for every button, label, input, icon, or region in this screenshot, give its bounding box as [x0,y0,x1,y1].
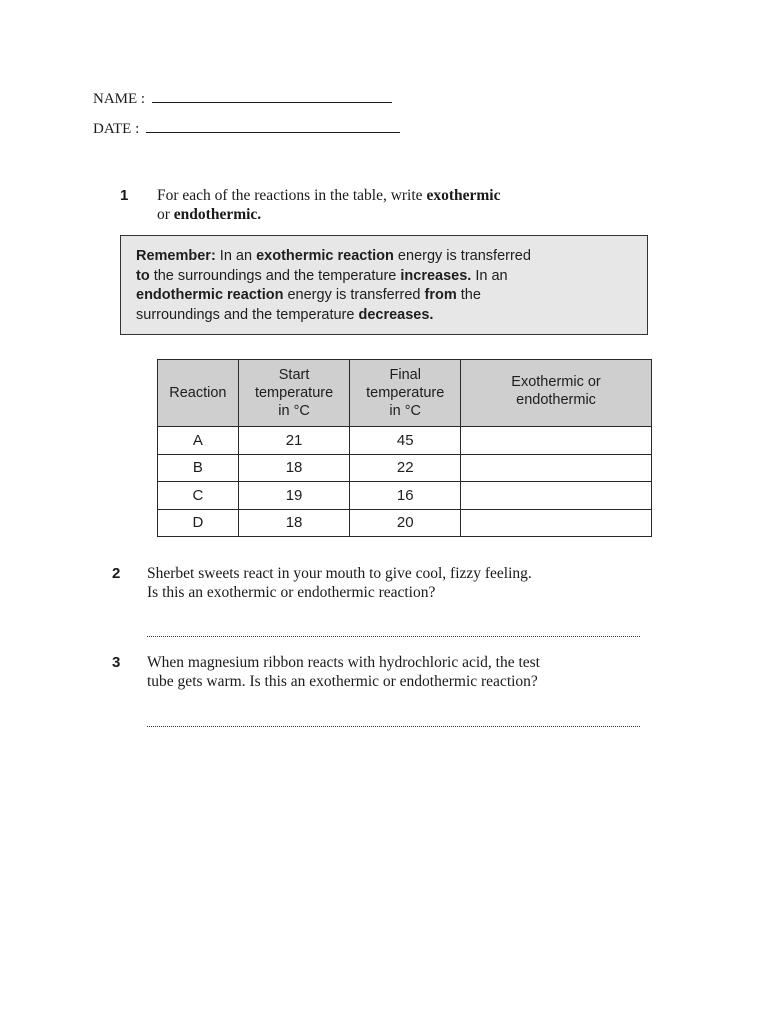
remember-l3-text2: the [456,287,481,303]
remember-l2-text1: the surroundings and the temperature [149,267,401,284]
remember-l2-bold1: to [136,267,150,284]
cell-answer[interactable] [461,454,652,482]
remember-line-3 [136,286,633,306]
header-final-line-2: temperature [366,385,445,401]
remember-label: Remember: [136,248,216,264]
date-blank-line[interactable] [146,118,400,133]
cell-start-temperature: 19 [238,482,350,510]
question-1-line-1 [157,186,500,205]
cell-answer[interactable] [461,482,652,510]
header-exothermic-or-endothermic [461,360,652,427]
remember-l3-bold1: endothermic reaction [136,287,284,303]
cell-start-temperature: 18 [238,454,350,482]
cell-reaction: A [158,427,239,455]
question-1-line-2-bold: endothermic. [173,206,262,223]
remember-l1-text1: In an [215,248,257,264]
question-2-line-1: Sherbet sweets react in your mouth to give cool, fizzy feeling. [147,565,532,582]
cell-final-temperature: 20 [350,509,461,537]
question-1-line-1-text: For each of the reactions in the table, write [157,187,427,204]
remember-l4-bold1: decreases. [358,306,434,323]
table-row [158,427,652,455]
question-3-answer-line[interactable] [147,726,640,727]
name-label: NAME : [93,91,146,107]
remember-l2-bold2: increases. [400,267,472,284]
remember-line-1 [136,247,633,267]
table-row [158,509,652,537]
remember-l4-text1: surroundings and the temperature [136,306,359,323]
header-reaction-label: Reaction [169,385,227,401]
remember-line-2 [136,267,633,287]
question-1-line-2-text: or [157,206,174,223]
cell-start-temperature: 18 [238,509,350,537]
question-3-number: 3 [112,654,121,671]
remember-line-4 [136,306,633,326]
table-row [158,454,652,482]
reaction-table [157,359,652,537]
question-1-line-1-bold: exothermic [426,187,501,204]
question-3-text [147,653,540,691]
cell-reaction: D [158,509,239,537]
date-field [93,118,400,138]
remember-l2-text2: In an [471,267,508,284]
question-1-text [157,186,500,224]
table-header-row [158,360,652,427]
header-final-line-1: Final [389,367,421,383]
remember-l1-bold2: exothermic reaction [256,248,394,264]
question-2-line-2: Is this an exothermic or endothermic reaction? [147,584,436,601]
cell-reaction: B [158,454,239,482]
cell-reaction: C [158,482,239,510]
header-start-temperature [238,360,350,427]
question-3-line-2: tube gets warm. Is this an exothermic or endothermic reaction? [147,673,538,690]
question-3-line-1: When magnesium ribbon reacts with hydrochloric acid, the test [147,654,540,671]
header-reaction [158,360,239,427]
cell-final-temperature: 22 [350,454,461,482]
name-field [93,88,392,108]
header-start-line-3: in °C [278,403,310,419]
table-row [158,482,652,510]
question-2-text [147,564,532,602]
question-2-number: 2 [112,565,121,582]
header-start-line-2: temperature [254,385,334,401]
header-answer-line-2: endothermic [516,392,596,408]
date-label: DATE : [93,121,140,137]
header-final-temperature [350,360,461,427]
cell-answer[interactable] [461,427,652,455]
cell-answer[interactable] [461,509,652,537]
name-blank-line[interactable] [152,88,392,103]
remember-box [120,235,648,335]
header-final-line-3: in °C [389,403,422,419]
question-2-answer-line[interactable] [147,636,640,637]
header-answer-line-1: Exothermic or [511,374,601,390]
question-1-number: 1 [120,187,129,204]
remember-l3-text1: energy is transferred [283,287,425,303]
header-start-line-1: Start [278,367,310,383]
question-1-line-2 [157,205,500,224]
remember-l3-bold2: from [424,287,457,303]
cell-start-temperature: 21 [238,427,350,455]
cell-final-temperature: 45 [350,427,461,455]
remember-l1-text2: energy is transferred [393,248,531,264]
cell-final-temperature: 16 [350,482,461,510]
